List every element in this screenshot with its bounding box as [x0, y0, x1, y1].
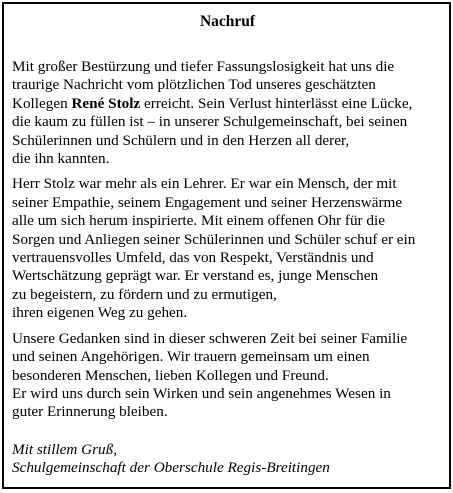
text-line: vertrauensvolles Umfeld, das von Respekt, Verständnis und [12, 249, 374, 267]
text-line: Schülerinnen und Schülern und in den Herzen all derer, [12, 131, 350, 149]
text-line: Er wird uns durch sein Wirken und sein angenehmes Wesen in [12, 384, 391, 402]
signature-line: Schulgemeinschaft der Oberschule Regis-Breitingen [12, 459, 330, 477]
text-line: die ihn kannten. [12, 150, 110, 168]
text-line: traurige Nachricht vom plötzlichen Tod unseres geschätzten [12, 76, 376, 94]
text-line: Unsere Gedanken sind in dieser schweren Zeit bei seiner Familie [12, 329, 408, 347]
obituary-notice [2, 2, 451, 489]
text-line: zu begeistern, zu fördern und zu ermutigen, [12, 285, 277, 303]
text-segment: Kollegen [12, 94, 72, 112]
text-line: Sorgen und Anliegen seiner Schülerinnen und Schüler schuf er ein [12, 230, 416, 248]
paragraph-condolences [12, 330, 443, 422]
text-line: seiner Empathie, seinem Engagement und seiner Herzenswärme [12, 193, 403, 211]
text-line: besonderen Menschen, lieben Kollegen und Freund. [12, 366, 329, 384]
text-line: guter Erinnerung bleiben. [12, 403, 168, 421]
text-line: die kaum zu füllen ist – in unserer Schulgemeinschaft, bei seinen [12, 113, 408, 131]
paragraph-tribute [12, 175, 443, 322]
paragraph-announcement [12, 58, 443, 168]
closing-signature [12, 441, 443, 478]
closing-greeting: Mit stillem Gruß, [12, 440, 118, 458]
text-line: alle um sich herum inspirierte. Mit einem offenen Ohr für die [12, 212, 385, 230]
deceased-name: René Stolz [71, 94, 141, 112]
text-line: ihren eigenen Weg zu gehen. [12, 304, 188, 322]
text-line: Herr Stolz war mehr als ein Lehrer. Er war ein Mensch, der mit [12, 175, 397, 193]
text-line [12, 95, 443, 113]
text-line: und seinen Angehörigen. Wir trauern gemeinsam um einen [12, 348, 370, 366]
text-line: Wertschätzung geprägt war. Er verstand es, junge Menschen [12, 267, 379, 285]
text-segment: erreicht. Sein Verlust hinterlässt eine Lücke, [140, 94, 413, 112]
text-line: Mit großer Bestürzung und tiefer Fassungslosigkeit hat uns die [12, 58, 395, 75]
notice-title: Nachruf [199, 13, 256, 30]
